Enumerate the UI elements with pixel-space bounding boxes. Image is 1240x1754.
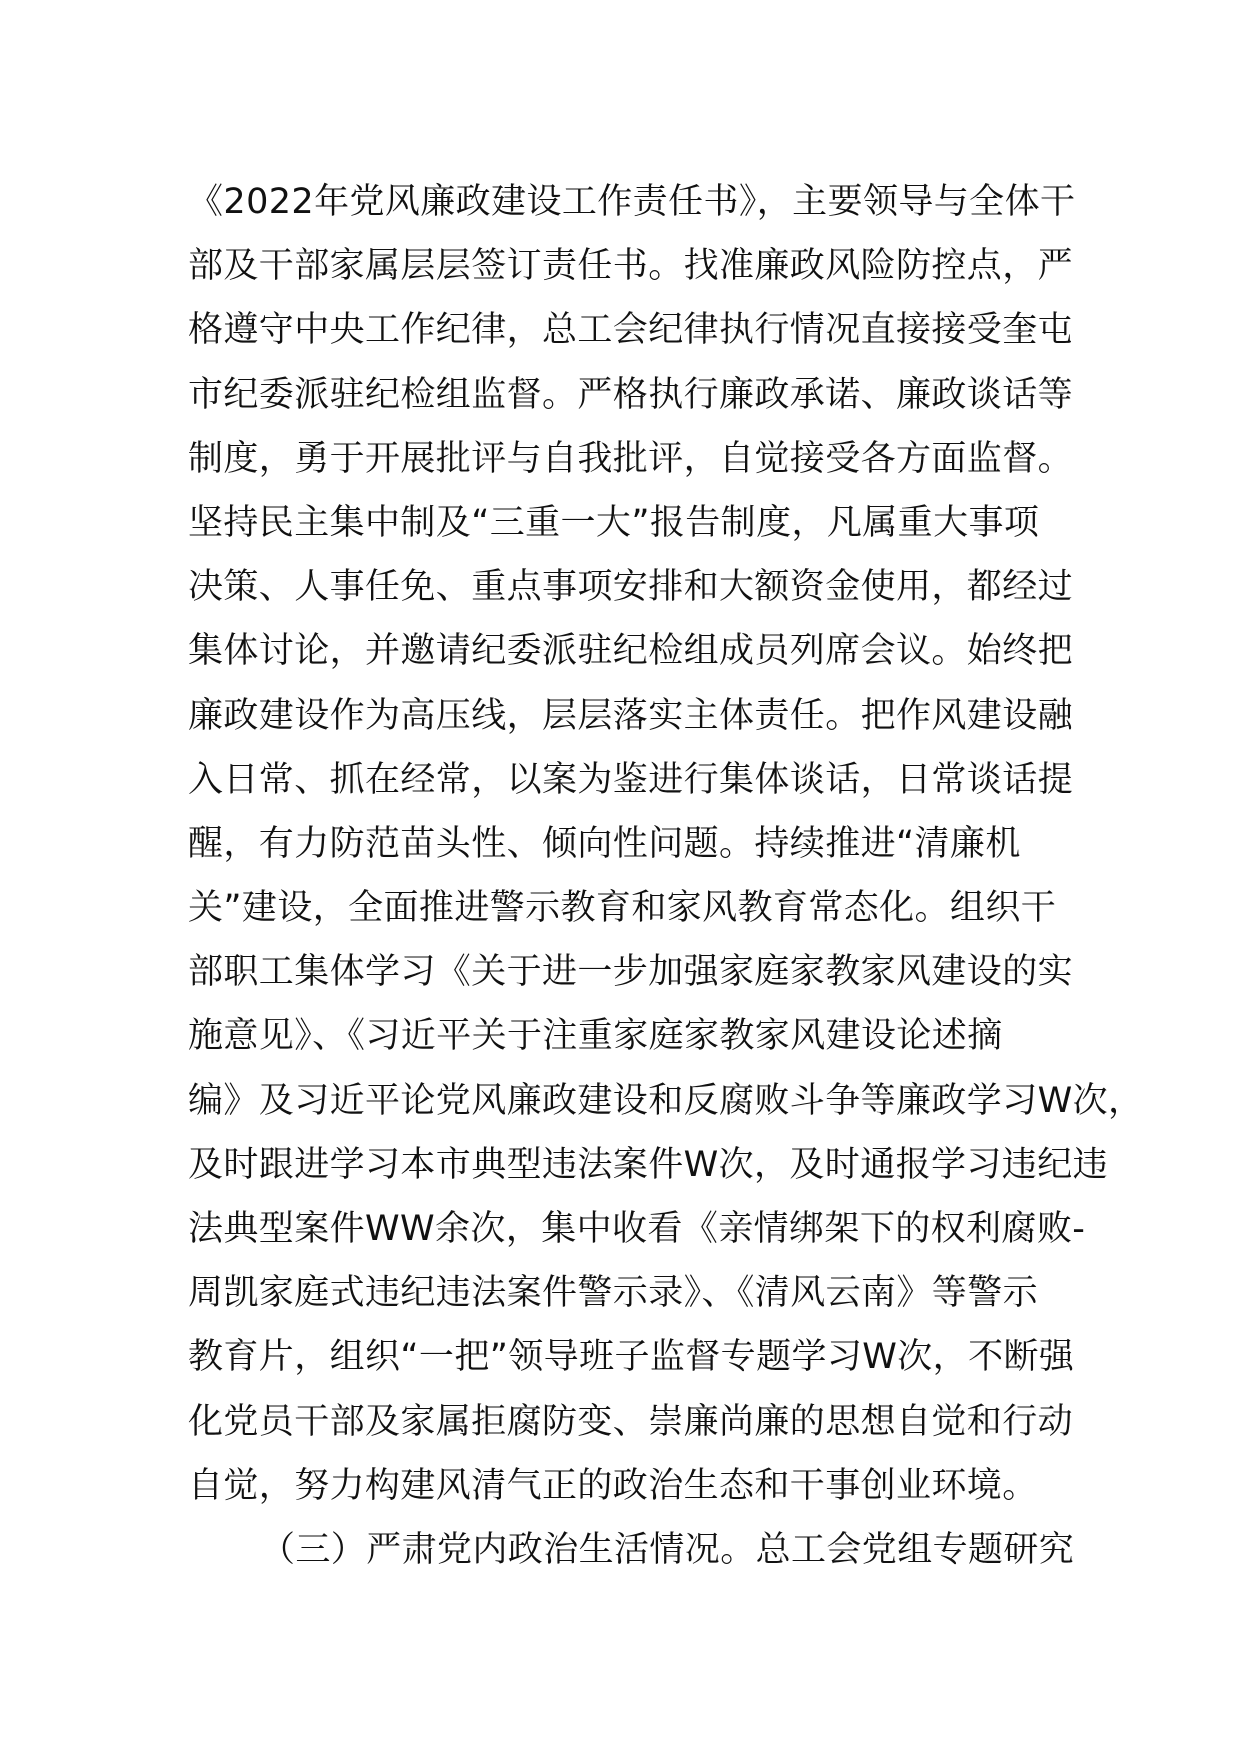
text-line: 格遵守中央工作纪律，总工会纪律执行情况直接接受奎屯 [188,310,1074,351]
text-line: 坚持民主集中制及“三重一大”报告制度，凡属重大事项 [188,502,1040,543]
text-line: 集体讨论，并邀请纪委派驻纪检组成员列席会议。始终把 [188,631,1074,672]
text-line: 教育片，组织“一把”领导班子监督专题学习W次，不断强 [188,1337,1075,1378]
text-line: 化党员干部及家属拒腐防变、崇廉尚廉的思想自觉和行动 [188,1401,1074,1442]
text-line: 及时跟进学习本市典型违法案件W次，及时通报学习违纪违 [188,1144,1109,1185]
text-line: 《2022年党风廉政建设工作责任书》，主要领导与全体干 [188,182,1076,222]
body-text [188,170,1144,1582]
text-line: 周凯家庭式违纪违法案件警示录》、《清风云南》等警示 [188,1273,1039,1314]
text-line: 廉政建设作为高压线，层层落实主体责任。把作风建设融 [188,695,1074,736]
text-line: 自觉，努力构建风清气正的政治生态和干事创业环境。 [188,1465,1038,1506]
text-line: 施意见》、《习近平关于注重家庭家教家风建设论述摘 [188,1016,1003,1057]
text-line: 部职工集体学习《关于进一步加强家庭家教家风建设的实 [188,952,1074,993]
text-line: 关”建设，全面推进警示教育和家风教育常态化。组织干 [188,888,1057,929]
text-line: 市纪委派驻纪检组监督。严格执行廉政承诺、廉政谈话等 [188,374,1074,415]
text-line: 编》及习近平论党风廉政建设和反腐败斗争等廉政学习W次， [188,1080,1144,1121]
text-line: 制度，勇于开展批评与自我批评，自觉接受各方面监督。 [188,438,1074,479]
text-line: 法典型案件WW余次，集中收看《亲情绑架下的权利腐败- [188,1209,1086,1249]
text-line: 醒，有力防范苗头性、倾向性问题。持续推进“清廉机 [188,823,1021,864]
section-heading-line: （三）严肃党内政治生活情况。总工会党组专题研究 [260,1529,1075,1570]
text-line: 部及干部家属层层签订责任书。找准廉政风险防控点，严 [188,246,1074,287]
text-line: 入日常、抓在经常，以案为鉴进行集体谈话，日常谈话提 [188,759,1074,800]
text-line: 决策、人事任免、重点事项安排和大额资金使用，都经过 [188,567,1074,608]
